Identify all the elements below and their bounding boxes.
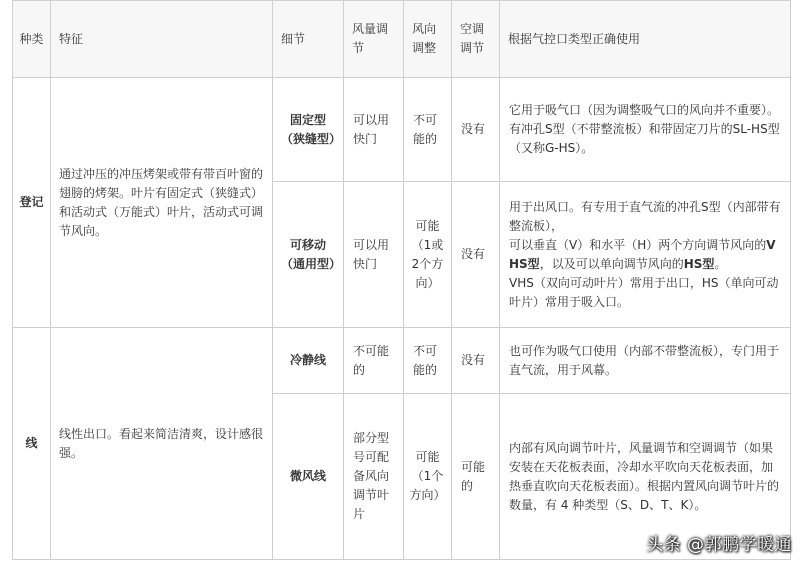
direction-cell: 不可能的 [404,78,452,182]
grille-type-table [12,0,791,560]
header-usage: 根据气控口类型正确使用 [500,1,791,78]
vhs-type-label: VHS型 [509,237,776,271]
feature-cell-line: 线性出口。看起来简洁清爽，设计感很强。 [51,328,273,560]
usage-cell [500,78,791,182]
direction-cell: 可能（1个方向） [404,394,452,560]
kind-cell-register: 登记 [13,78,51,328]
airflow-cell: 不可能的 [344,328,404,394]
header-ac: 空调调节 [452,1,500,78]
table-row [13,78,791,182]
detail-cell: 可移动（通用型） [273,182,344,328]
usage-line: ，以及可以单向调节风向的 [539,256,684,271]
detail-cell: 微风线 [273,394,344,560]
table-row [13,328,791,394]
usage-line: 可以垂直（V）和水平（H）两个方向调节风向的 [509,237,767,252]
hs-type-label: HS型 [683,256,715,271]
usage-line: 有冲孔S型（不带整流板）和带固定刀片的SL-HS型（又称G-HS）。 [509,122,780,155]
header-row [13,1,791,78]
feature-cell-register: 通过冲压的冲压烤架或带有带百叶窗的翅膀的烤架。叶片有固定式（狭缝式）和活动式（万能式）叶片，活动式可调节风向。 [51,78,273,328]
usage-line: VHS（双向可动叶片）常用于出口，HS（单向可动叶片）常用于吸入口。 [509,275,779,309]
ac-cell: 没有 [452,78,500,182]
usage-cell [500,182,791,328]
direction-cell: 不可能的 [404,328,452,394]
airflow-cell: 可以用快门 [344,182,404,328]
ac-cell: 没有 [452,328,500,394]
airflow-cell: 部分型号可配备风向调节叶片 [344,394,404,560]
airflow-cell: 可以用快门 [344,78,404,182]
header-feature: 特征 [51,1,273,78]
usage-cell: 内部有风向调节叶片，风量调节和空调调节（如果安装在天花板表面，冷却水平吹向天花板表面，加热垂直吹向天花板表面）。根据内置风向调节叶片的数量，有 4 种类型（S、D、T、K）。 [500,394,791,560]
ac-cell: 没有 [452,182,500,328]
usage-line: 它用于吸气口（因为调整吸气口的风向并不重要）。 [509,103,780,117]
usage-cell: 也可作为吸气口使用（内部不带整流板），专门用于直气流，用于风幕。 [500,328,791,394]
header-detail: 细节 [273,1,344,78]
kind-cell-line: 线 [13,328,51,560]
detail-cell: 固定型（狭缝型） [273,78,344,182]
detail-cell: 冷静线 [273,328,344,394]
watermark-text: 头条 @郭鹏学暖通 [646,535,792,555]
header-kind: 种类 [13,1,51,78]
usage-line: 用于出风口。有专用于直气流的冲孔S型（内部带有整流板）， [509,199,781,233]
direction-cell: 可能（1或 2个方向） [404,182,452,328]
ac-cell: 可能的 [452,394,500,560]
header-airflow: 风量调节 [344,1,404,78]
usage-line: 。 [714,256,727,271]
header-direction: 风向调整 [404,1,452,78]
